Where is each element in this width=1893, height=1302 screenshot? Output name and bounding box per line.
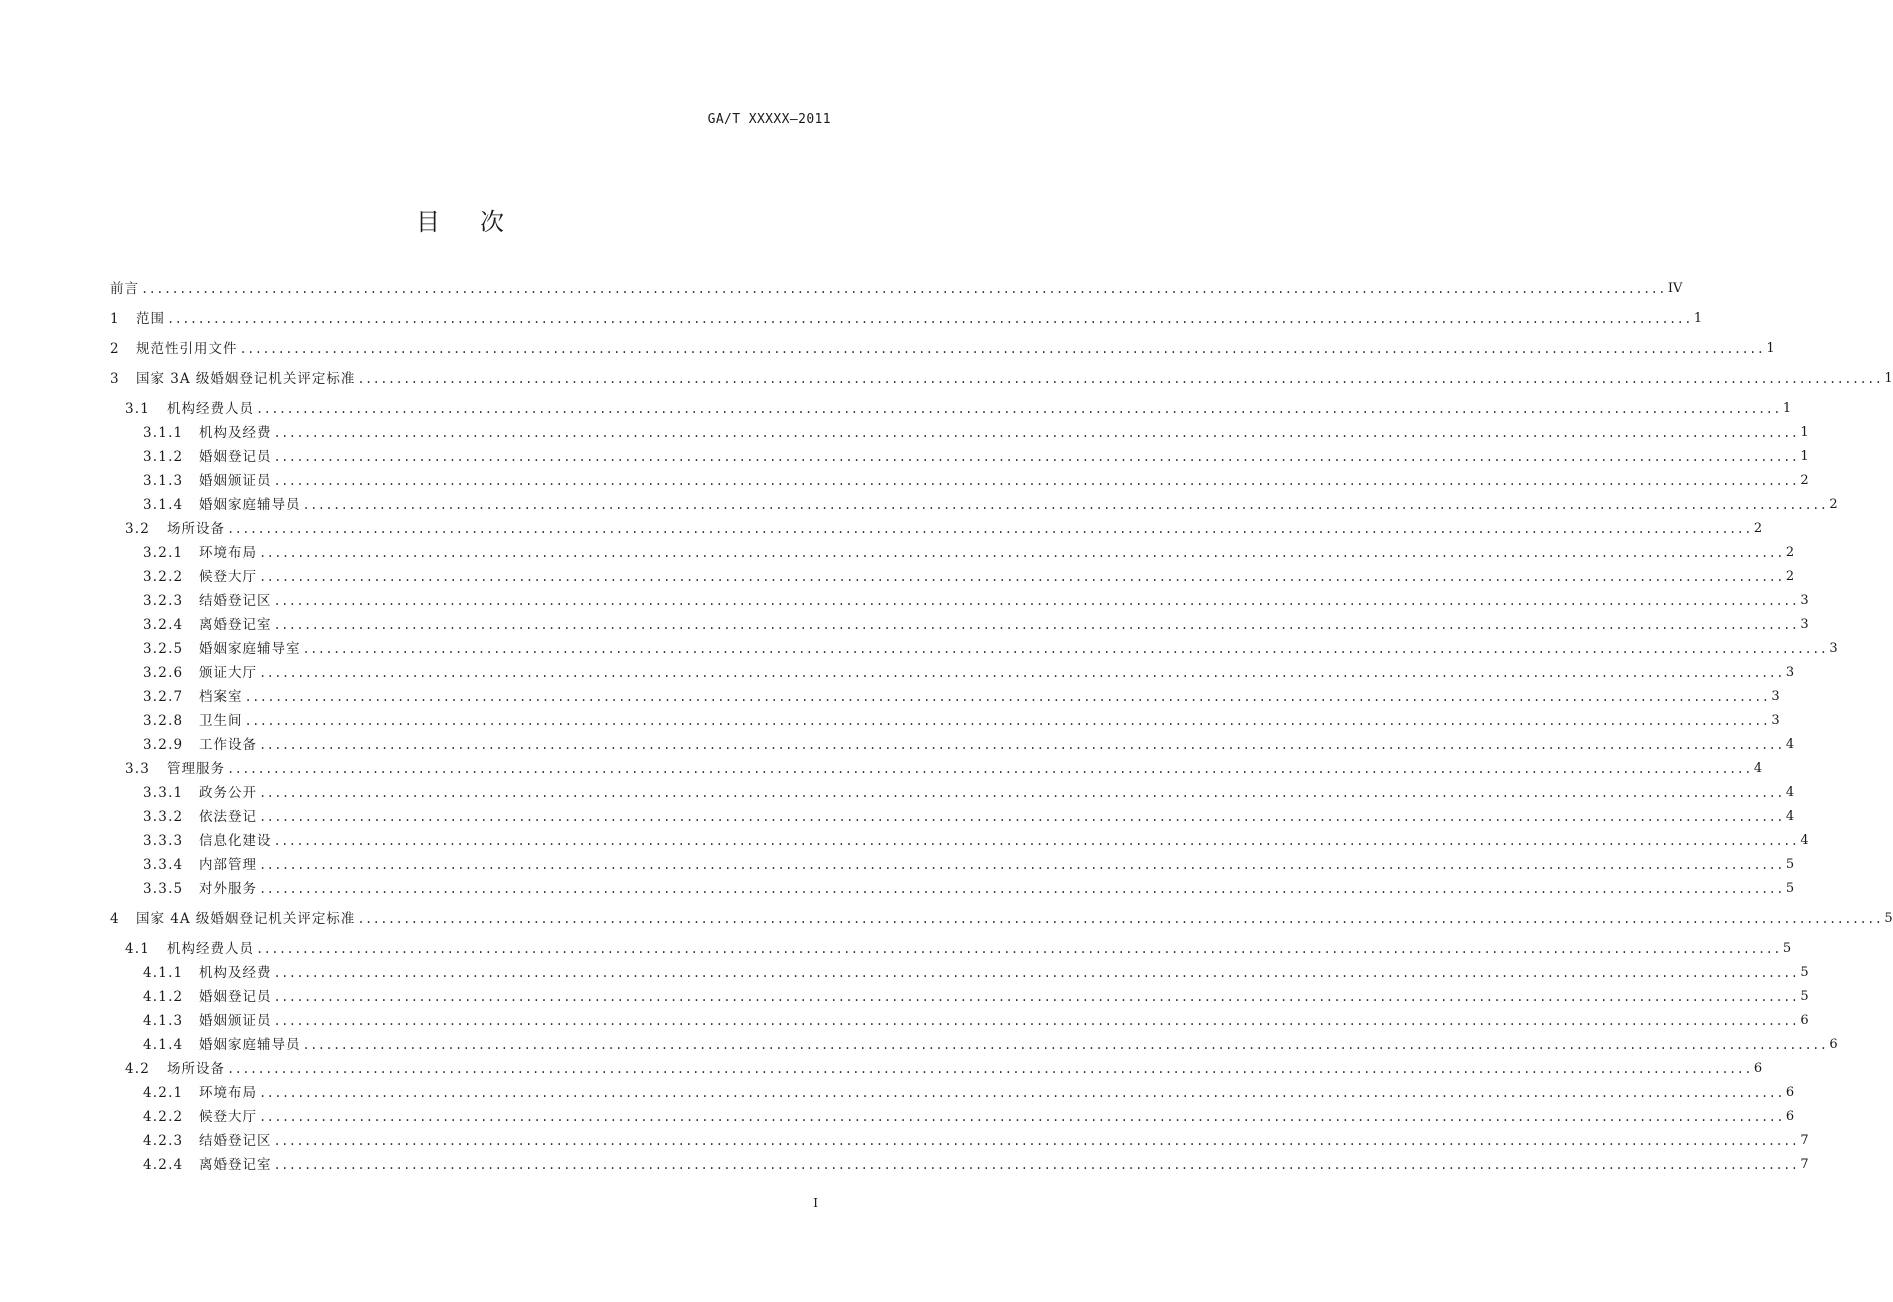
toc-entry[interactable]: [0, 1010, 1809, 1032]
toc-leader-dots: ........................................................................................................................................................................................................: [259, 858, 1784, 872]
toc-entry-number: 3.2.6: [143, 665, 184, 681]
toc-leader-dots: ........................................................................................................................................................................................................: [259, 738, 1784, 752]
toc-entry[interactable]: [0, 398, 1792, 420]
toc-entry-number: 3.1.2: [143, 449, 184, 465]
toc-entry-title: 婚姻颁证员: [199, 1013, 272, 1029]
toc-entry-number: 3.2.3: [143, 593, 184, 609]
toc-entry[interactable]: [0, 1154, 1809, 1176]
toc-entry[interactable]: [0, 470, 1809, 492]
toc-leader-dots: ........................................................................................................................................................................................................: [244, 690, 1770, 704]
toc-leader-dots: ........................................................................................................................................................................................................: [141, 282, 1666, 296]
toc-entry[interactable]: [0, 806, 1795, 828]
toc-entry-page: 4: [1753, 761, 1763, 776]
toc-entry[interactable]: [0, 782, 1795, 804]
toc-entry[interactable]: [0, 710, 1780, 732]
toc-entry[interactable]: [0, 734, 1795, 756]
toc-entry-number: 3.2.9: [143, 737, 184, 753]
toc-entry-title: 离婚登记室: [199, 617, 272, 633]
toc-leader-dots: ........................................................................................................................................................................................................: [259, 666, 1784, 680]
toc-entry-page: 3: [1800, 593, 1809, 608]
toc-entry[interactable]: [0, 566, 1795, 588]
toc-entry-page: 6: [1785, 1085, 1795, 1100]
toc-entry-number: 4.1.2: [143, 989, 184, 1005]
toc-entry-page: 1: [1884, 371, 1893, 386]
toc-entry-title: 环境布局: [199, 1085, 257, 1101]
toc-entry-title: 场所设备: [167, 521, 225, 537]
toc-leader-dots: ........................................................................................................................................................................................................: [302, 498, 1828, 512]
toc-leader-dots: ........................................................................................................................................................................................................: [259, 1086, 1784, 1100]
toc-leader-dots: ........................................................................................................................................................................................................: [259, 810, 1784, 824]
toc-entry-title: 范围: [136, 311, 165, 327]
toc-entry-title: 机构及经费: [199, 965, 272, 981]
toc-entry-number: 4.2.4: [143, 1157, 184, 1173]
toc-entry-title: 对外服务: [199, 881, 257, 897]
toc-entry-page: 1: [1800, 425, 1809, 440]
toc-entry-page: 5: [1785, 881, 1795, 896]
toc-entry[interactable]: [0, 962, 1809, 984]
toc-entry-title: 候登大厅: [199, 1109, 257, 1125]
toc-entry-title: 婚姻颁证员: [199, 473, 272, 489]
toc-entry[interactable]: [0, 1058, 1763, 1080]
toc-entry-number: 4.1.1: [143, 965, 184, 981]
toc-leader-dots: ........................................................................................................................................................................................................: [256, 942, 1781, 956]
toc-entry[interactable]: [0, 494, 1838, 516]
toc-entry[interactable]: [0, 986, 1809, 1008]
toc-leader-dots: ........................................................................................................................................................................................................: [273, 594, 1799, 608]
toc-leader-dots: ........................................................................................................................................................................................................: [259, 786, 1784, 800]
toc-entry-number: 3.3.1: [143, 785, 184, 801]
toc-entry-number: 2: [110, 341, 120, 357]
toc-entry-page: 2: [1800, 473, 1809, 488]
toc-entry-number: 3.3.3: [143, 833, 184, 849]
toc-leader-dots: ........................................................................................................................................................................................................: [273, 966, 1799, 980]
toc-entry-number: 3.1.3: [143, 473, 184, 489]
toc-entry-title: 离婚登记室: [199, 1157, 272, 1173]
toc-entry-page: 1: [1693, 311, 1703, 326]
toc-entry[interactable]: [0, 1034, 1838, 1056]
page-number: I: [813, 1196, 818, 1210]
toc-entry-number: 3.2: [125, 521, 151, 537]
toc-entry-page: 5: [1884, 911, 1893, 926]
toc-leader-dots: ........................................................................................................................................................................................................: [227, 762, 1752, 776]
toc-leader-dots: ........................................................................................................................................................................................................: [239, 342, 1765, 356]
toc-leader-dots: ........................................................................................................................................................................................................: [259, 1110, 1784, 1124]
toc-entry-number: 3.1.4: [143, 497, 184, 513]
toc-entry[interactable]: [0, 662, 1795, 684]
toc-entry-number: 3.3: [125, 761, 151, 777]
toc-entry[interactable]: [0, 854, 1795, 876]
toc-leader-dots: ........................................................................................................................................................................................................: [273, 990, 1799, 1004]
toc-entry-title: 婚姻家庭辅导室: [199, 641, 301, 657]
toc-entry-title: 结婚登记区: [199, 593, 272, 609]
toc-entry-number: 3.3.4: [143, 857, 184, 873]
toc-entry-number: 4.2.2: [143, 1109, 184, 1125]
toc-entry-page: 2: [1753, 521, 1763, 536]
toc-entry[interactable]: [0, 878, 1795, 900]
toc-entry-page: 4: [1785, 809, 1795, 824]
toc-entry-page: 6: [1785, 1109, 1795, 1124]
toc-entry-number: 3.3.2: [143, 809, 184, 825]
toc-entry-page: 4: [1800, 833, 1809, 848]
page-title: 目次: [416, 208, 544, 236]
toc-leader-dots: ........................................................................................................................................................................................................: [244, 714, 1770, 728]
toc-entry-page: 5: [1785, 857, 1795, 872]
toc-entry[interactable]: [0, 830, 1809, 852]
toc-entry-title: 婚姻登记员: [199, 989, 272, 1005]
toc-entry-page: 5: [1782, 941, 1792, 956]
toc-entry[interactable]: [0, 614, 1809, 636]
toc-entry-number: 1: [110, 311, 120, 327]
toc-leader-dots: ........................................................................................................................................................................................................: [259, 882, 1784, 896]
toc-entry[interactable]: [0, 758, 1763, 780]
toc-entry-number: 4.1.4: [143, 1037, 184, 1053]
toc-entry[interactable]: [0, 308, 1703, 330]
toc-entry-number: 4: [110, 911, 120, 927]
toc-entry-number: 4.1.3: [143, 1013, 184, 1029]
toc-entry-page: 3: [1771, 713, 1780, 728]
toc-entry-title: 机构经费人员: [167, 941, 254, 957]
toc-entry-title: 机构及经费: [199, 425, 272, 441]
toc-entry-title: 机构经费人员: [167, 401, 254, 417]
toc-entry-page: 6: [1753, 1061, 1763, 1076]
toc-entry-number: 4.2.3: [143, 1133, 184, 1149]
toc-leader-dots: ........................................................................................................................................................................................................: [273, 1134, 1799, 1148]
toc-entry-page: 4: [1785, 737, 1795, 752]
toc-entry-title: 国家 4A 级婚姻登记机关评定标准: [136, 911, 356, 927]
toc-leader-dots: ........................................................................................................................................................................................................: [273, 426, 1799, 440]
toc-entry-number: 3: [110, 371, 120, 387]
toc-entry-page: 2: [1785, 545, 1795, 560]
toc-leader-dots: ........................................................................................................................................................................................................: [302, 1038, 1828, 1052]
toc-entry[interactable]: [0, 542, 1795, 564]
toc-entry-title: 婚姻家庭辅导员: [199, 497, 301, 513]
toc-entry-title: 前言: [110, 281, 139, 297]
toc-leader-dots: ........................................................................................................................................................................................................: [273, 474, 1799, 488]
toc-entry-title: 婚姻登记员: [199, 449, 272, 465]
toc-entry-number: 3.2.7: [143, 689, 184, 705]
document-code: GA/T XXXXX—2011: [707, 112, 831, 127]
toc-entry-title: 颁证大厅: [199, 665, 257, 681]
toc-entry-page: 4: [1785, 785, 1795, 800]
toc-entry-page: 6: [1800, 1013, 1809, 1028]
toc-entry[interactable]: [0, 1130, 1809, 1152]
toc-entry-page: 2: [1785, 569, 1795, 584]
toc-entry-title: 政务公开: [199, 785, 257, 801]
toc-entry-title: 国家 3A 级婚姻登记机关评定标准: [136, 371, 356, 387]
toc-entry-title: 结婚登记区: [199, 1133, 272, 1149]
toc-entry-page: 6: [1829, 1037, 1838, 1052]
toc-entry[interactable]: [0, 908, 1893, 930]
toc-leader-dots: ........................................................................................................................................................................................................: [256, 402, 1781, 416]
toc-entry[interactable]: [0, 446, 1809, 468]
toc-entry-page: 1: [1800, 449, 1809, 464]
toc-entry-page: 7: [1800, 1157, 1809, 1172]
toc-entry-title: 管理服务: [167, 761, 225, 777]
toc-entry[interactable]: [0, 368, 1893, 390]
toc-entry-number: 3.2.2: [143, 569, 184, 585]
toc-entry-number: 3.2.1: [143, 545, 184, 561]
toc-entry-page: 1: [1766, 341, 1775, 356]
toc-entry-title: 内部管理: [199, 857, 257, 873]
toc-leader-dots: ........................................................................................................................................................................................................: [227, 1062, 1752, 1076]
toc-entry[interactable]: [0, 638, 1838, 660]
toc-entry-number: 3.1.1: [143, 425, 184, 441]
toc-entry-title: 婚姻家庭辅导员: [199, 1037, 301, 1053]
toc-entry-page: 2: [1829, 497, 1838, 512]
toc-entry-title: 信息化建设: [199, 833, 272, 849]
toc-entry[interactable]: [0, 422, 1809, 444]
toc-entry-page: IV: [1667, 281, 1683, 296]
toc-entry-title: 工作设备: [199, 737, 257, 753]
toc-leader-dots: ........................................................................................................................................................................................................: [273, 450, 1799, 464]
toc-entry[interactable]: [0, 686, 1780, 708]
toc-entry-number: 3.2.5: [143, 641, 184, 657]
toc-entry-title: 场所设备: [167, 1061, 225, 1077]
toc-entry-page: 7: [1800, 1133, 1809, 1148]
toc-entry[interactable]: [0, 518, 1763, 540]
toc-entry[interactable]: [0, 938, 1792, 960]
toc-entry-number: 4.1: [125, 941, 151, 957]
toc-entry-page: 5: [1800, 989, 1809, 1004]
toc-entry[interactable]: [0, 1082, 1795, 1104]
toc-entry-page: 3: [1785, 665, 1795, 680]
toc-entry-page: 1: [1782, 401, 1792, 416]
toc-entry-number: 3.3.5: [143, 881, 184, 897]
toc-entry-number: 4.2.1: [143, 1085, 184, 1101]
toc-entry-page: 3: [1829, 641, 1838, 656]
toc-entry-number: 4.2: [125, 1061, 151, 1077]
toc-entry-title: 规范性引用文件: [136, 341, 238, 357]
toc-leader-dots: ........................................................................................................................................................................................................: [273, 1158, 1799, 1172]
toc-entry-number: 3.1: [125, 401, 151, 417]
toc-entry-page: 3: [1771, 689, 1780, 704]
toc-leader-dots: ........................................................................................................................................................................................................: [273, 1014, 1799, 1028]
toc-entry[interactable]: [0, 1106, 1795, 1128]
toc-entry-title: 依法登记: [199, 809, 257, 825]
toc-entry-title: 环境布局: [199, 545, 257, 561]
toc-leader-dots: ........................................................................................................................................................................................................: [259, 546, 1784, 560]
toc-entry-title: 候登大厅: [199, 569, 257, 585]
toc-entry[interactable]: [0, 278, 1683, 300]
toc-leader-dots: ........................................................................................................................................................................................................: [302, 642, 1828, 656]
toc-leader-dots: ........................................................................................................................................................................................................: [357, 912, 1883, 926]
toc-leader-dots: ........................................................................................................................................................................................................: [167, 312, 1692, 326]
toc-entry-title: 卫生间: [199, 713, 243, 729]
toc-entry-page: 5: [1800, 965, 1809, 980]
toc-leader-dots: ........................................................................................................................................................................................................: [259, 570, 1784, 584]
toc-entry-page: 3: [1800, 617, 1809, 632]
toc-entry[interactable]: [0, 590, 1809, 612]
toc-leader-dots: ........................................................................................................................................................................................................: [273, 834, 1799, 848]
toc-entry-number: 3.2.8: [143, 713, 184, 729]
toc-leader-dots: ........................................................................................................................................................................................................: [357, 372, 1883, 386]
toc-leader-dots: ........................................................................................................................................................................................................: [273, 618, 1799, 632]
toc-entry[interactable]: [0, 338, 1775, 360]
toc-entry-title: 档案室: [199, 689, 243, 705]
toc-leader-dots: ........................................................................................................................................................................................................: [227, 522, 1752, 536]
toc-entry-number: 3.2.4: [143, 617, 184, 633]
